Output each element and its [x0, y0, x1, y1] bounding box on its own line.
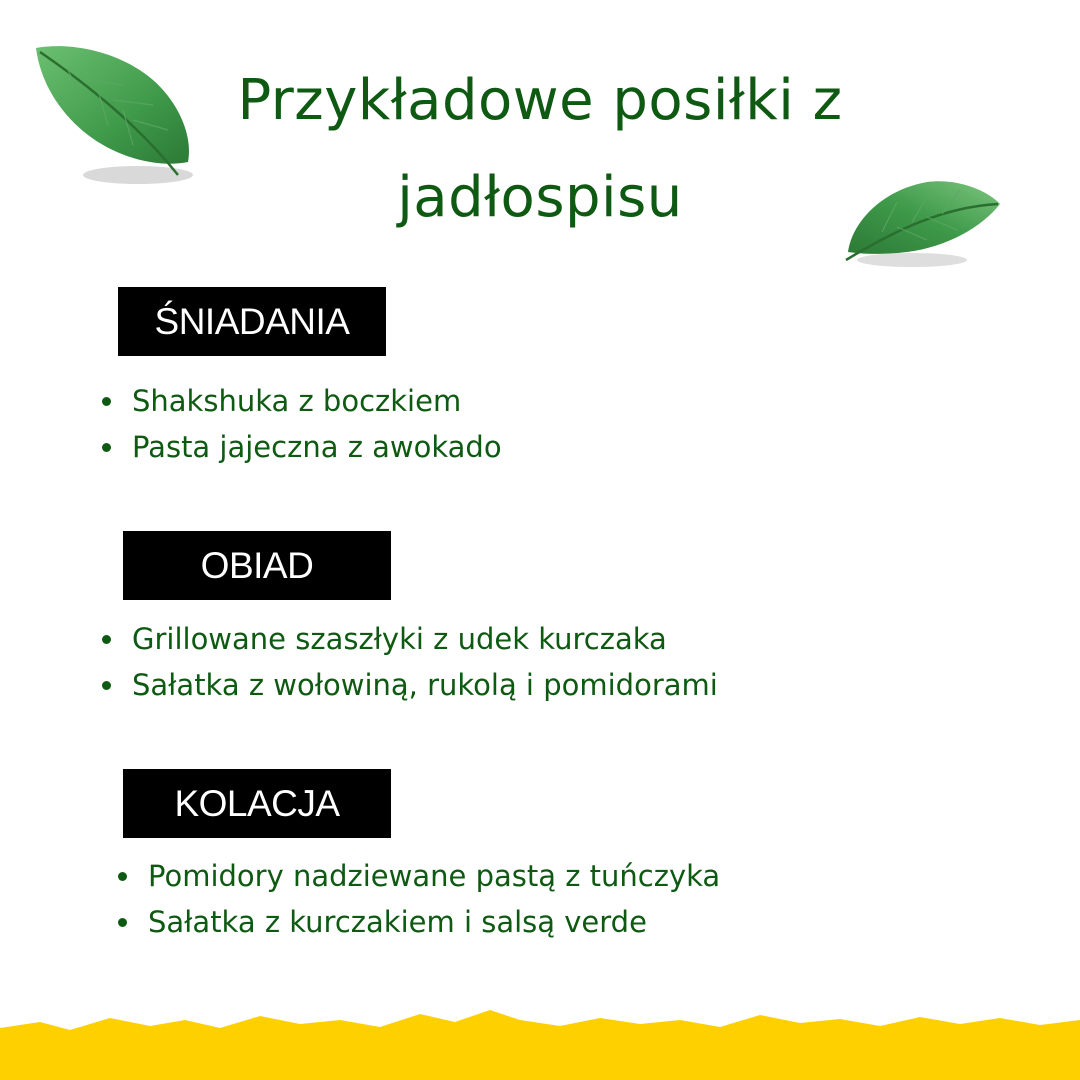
list-item [102, 378, 502, 424]
sniadania-list [102, 378, 502, 470]
list-item [118, 853, 720, 899]
bullet-icon [102, 443, 111, 452]
meal-label: Sałatka z wołowiną, rukolą i pomidorami [132, 668, 718, 702]
section-heading-obiad: OBIAD [123, 531, 391, 600]
meal-label: Grillowane szaszłyki z udek kurczaka [132, 622, 667, 656]
meal-label: Sałatka z kurczakiem i salsą verde [148, 905, 647, 939]
section-heading-sniadania: ŚNIADANIA [118, 287, 386, 356]
list-item [102, 662, 718, 708]
yellow-torn-strip [0, 1000, 1080, 1080]
meal-label: Pasta jajeczna z awokado [132, 430, 502, 464]
list-item [118, 899, 720, 945]
bullet-icon [118, 872, 127, 881]
bullet-icon [118, 918, 127, 927]
list-item [102, 616, 718, 662]
bullet-icon [102, 681, 111, 690]
section-heading-kolacja: KOLACJA [123, 769, 391, 838]
meal-label: Shakshuka z boczkiem [132, 384, 462, 418]
kolacja-list [118, 853, 720, 945]
bullet-icon [102, 635, 111, 644]
meal-label: Pomidory nadziewane pastą z tuńczyka [148, 859, 721, 893]
obiad-list [102, 616, 718, 708]
page-title: Przykładowe posiłki z jadłospisu [237, 68, 843, 230]
list-item [102, 424, 502, 470]
bullet-icon [102, 397, 111, 406]
